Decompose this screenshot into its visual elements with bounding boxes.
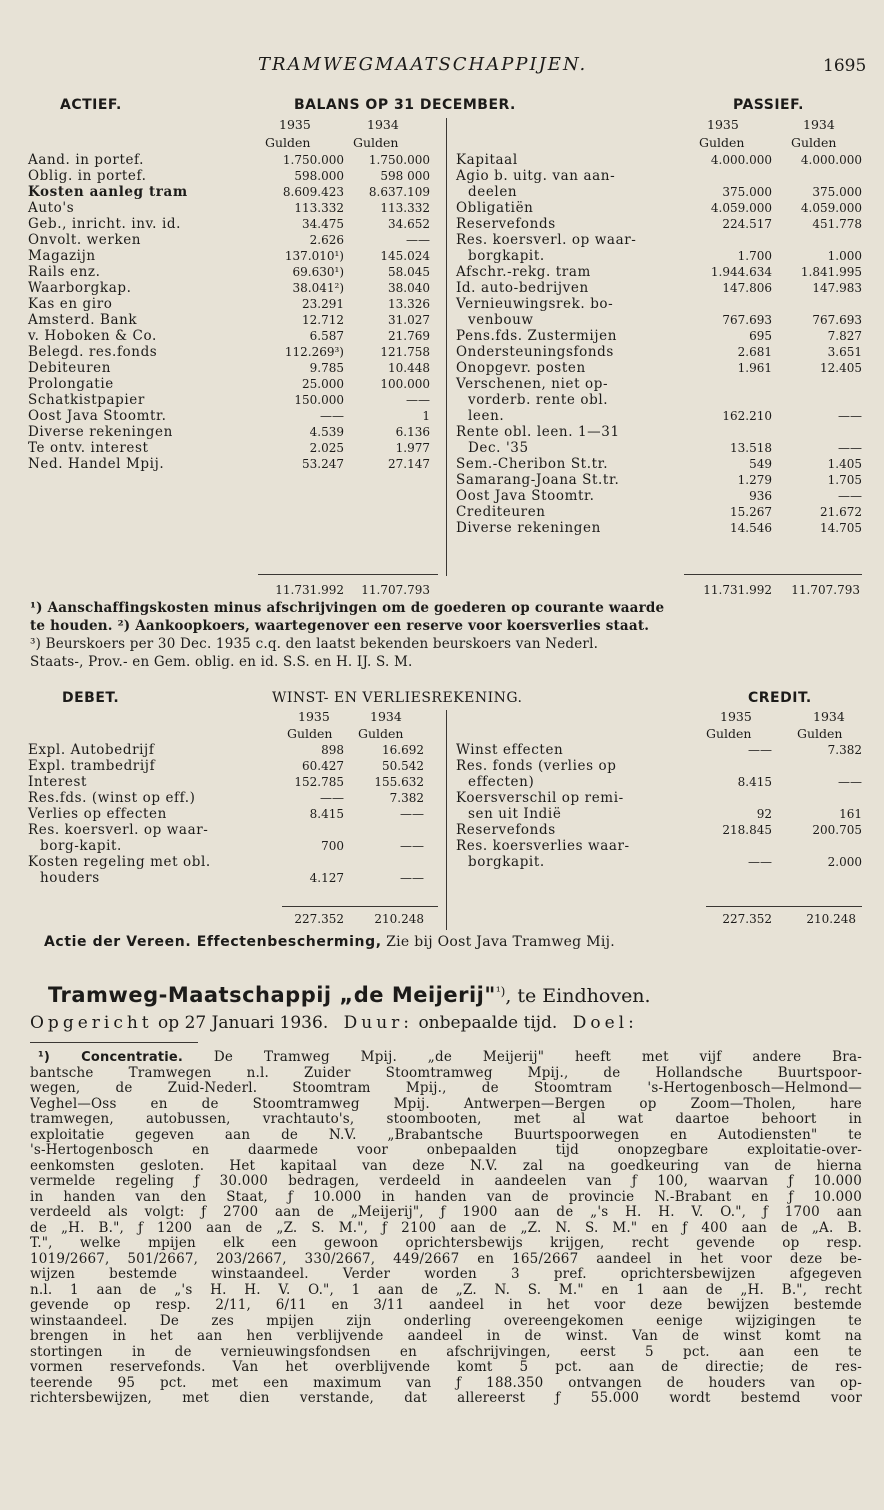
- actie-reference-line: [44, 934, 615, 950]
- winst-credit-table: [456, 742, 862, 870]
- table-row: Auto's 113.332 113.332: [28, 200, 430, 216]
- balans-total-right-1934: 11.707.793: [791, 583, 860, 597]
- footnote-line: de „H. B.", ƒ 1200 aan de „Z. S. M.", ƒ 2100 aan de „Z. N. S. M." en ƒ 400 aan de „A. B.: [30, 1220, 862, 1236]
- running-title: TRAMWEGMAATSCHAPPIJEN.: [258, 54, 588, 75]
- table-row: leen. 162.210 ——: [468, 408, 862, 424]
- winst-year-1935-right: 1935: [720, 709, 752, 724]
- table-row: Te ontv. interest 2.025 1.977: [28, 440, 430, 456]
- winst-debet-heading: DEBET.: [62, 690, 120, 706]
- balans-actief-table: [28, 152, 440, 472]
- balans-total-right-1935: 11.731.992: [703, 583, 772, 597]
- company-name: Tramweg-Maatschappij „de Meijerij": [48, 983, 496, 1007]
- table-row: sen uit Indië 92 161: [468, 806, 862, 822]
- balans-year-1935-left: 1935: [279, 117, 311, 132]
- table-row: Reservefonds 218.845 200.705: [456, 822, 862, 838]
- table-row: Verlies op effecten 8.415 ——: [28, 806, 424, 822]
- balans-note-1: ¹) Aanschaffingskosten minus afschrijvingen om de goederen op courante waarde: [30, 600, 665, 616]
- balans-title: BALANS OP 31 DECEMBER.: [294, 97, 516, 113]
- footnote-line: winstaandeel. De zes mpijen zijn onderling overeengekomen eenige wijzigingen te: [30, 1313, 862, 1329]
- winst-total-left-1934: 210.248: [374, 912, 424, 926]
- table-row: Debiteuren 9.785 10.448: [28, 360, 430, 376]
- table-row: Rente obl. leen. 1—31: [456, 424, 620, 440]
- balans-total-left-1934: 11.707.793: [361, 583, 430, 597]
- table-row: Expl. trambedrijf 60.427 50.542: [28, 758, 424, 774]
- footnote-line: eenkomsten gesloten. Het kapitaal van deze N.V. zal na goedkeuring van de hierna: [30, 1158, 862, 1174]
- table-row: vorderb. rente obl.: [468, 392, 609, 408]
- table-row: Pens.fds. Zustermijen 695 7.827: [456, 328, 862, 344]
- winst-center-divider: [446, 710, 447, 930]
- table-row: Reservefonds 224.517 451.778: [456, 216, 862, 232]
- footnote-line: stortingen in de vernieuwingsfondsen en afschrijvingen, eerst 5 pct. aan een te: [30, 1344, 862, 1360]
- balans-center-divider: [446, 118, 447, 576]
- table-row: Waarborgkap. 38.041²) 38.040: [28, 280, 430, 296]
- winst-total-rule-right: [706, 906, 862, 907]
- table-row: venbouw 767.693 767.693: [468, 312, 862, 328]
- balans-total-rule-left: [258, 574, 438, 575]
- footnote-line: verdeeld als volgt: ƒ 2700 aan de „Meijerij", ƒ 1900 aan de „'s H. H. V. O.", ƒ 1700 aan: [30, 1205, 862, 1220]
- footnote-line: in handen van den Staat, ƒ 10.000 in handen van de provincie N.-Brabant en ƒ 10.000: [30, 1189, 862, 1205]
- table-row: Interest 152.785 155.632: [28, 774, 424, 790]
- table-row: houders 4.127 ——: [40, 870, 424, 886]
- table-row: Id. auto-bedrijven 147.806 147.983: [456, 280, 862, 296]
- winst-year-1935-left: 1935: [298, 709, 330, 724]
- company-note-mark: ¹): [495, 984, 506, 999]
- table-row: Verschenen, niet op-: [456, 376, 609, 392]
- table-row: Vernieuwingsrek. bo-: [456, 296, 614, 312]
- company-heading: [48, 983, 651, 1007]
- table-row: Schatkistpapier 150.000 ——: [28, 392, 430, 408]
- opgericht-label: Opgericht: [30, 1013, 153, 1033]
- footnote-line: n.l. 1 aan de „'s H. H. V. O.", 1 aan de „Z. N. S. M." en 1 aan de „H. B.", recht: [30, 1282, 862, 1298]
- winst-unit-right-b: Gulden: [797, 726, 843, 741]
- duur-label: Duur:: [343, 1013, 414, 1033]
- table-row: Dec. '35 13.518 ——: [468, 440, 862, 456]
- winst-total-rule-left: [282, 906, 438, 907]
- balans-total-left-1935: 11.731.992: [275, 583, 344, 597]
- table-row: Belegd. res.fonds 112.269³) 121.758: [28, 344, 430, 360]
- table-row: Geb., inricht. inv. id. 34.475 34.652: [28, 216, 430, 232]
- winst-unit-right-a: Gulden: [706, 726, 752, 741]
- duur-value: onbepaalde tijd.: [418, 1013, 558, 1033]
- balans-note-3: ³) Beurskoers per 30 Dec. 1935 c.q. den laatst bekenden beurskoers van Nederl.: [30, 636, 599, 652]
- table-row: Prolongatie 25.000 100.000: [28, 376, 430, 392]
- table-row: Winst effecten —— 7.382: [456, 742, 862, 758]
- footnote-line: exploitatie gegeven aan de N.V. „Brabantsche Buurtspoorwegen en Autodiensten" te: [30, 1127, 862, 1143]
- footnote-line: vormen reservefonds. Van het overblijvende komt 5 pct. aan de directie; de res-: [30, 1360, 862, 1375]
- balans-year-1935-right: 1935: [707, 117, 739, 132]
- table-row: Kosten aanleg tram 8.609.423 8.637.109: [28, 184, 430, 200]
- footnote-line: gevende op resp. 2/11, 6/11 en 3/11 aandeel in het voor deze bewijzen bestemde: [30, 1298, 862, 1313]
- winst-total-right-1935: 227.352: [722, 912, 772, 926]
- footnote-line: brengen in het aan hen verblijvende aandeel in de winst. Van de winst komt na: [30, 1329, 862, 1344]
- winst-total-left-1935: 227.352: [294, 912, 344, 926]
- table-row: Res. koersverlies waar-: [456, 838, 630, 854]
- table-row: Amsterd. Bank 12.712 31.027: [28, 312, 430, 328]
- balans-note-2: te houden. ²) Aankoopkoers, waartegenover een reserve voor koersverlies staat.: [30, 618, 650, 634]
- table-row: Oblig. in portef. 598.000 598 000: [28, 168, 430, 184]
- footnote-line: ¹) Concentratie. De Tramweg Mpij. „de Meijerij" heeft met vijf andere Bra-: [38, 1050, 862, 1065]
- winst-year-1934-left: 1934: [370, 709, 402, 724]
- table-row: Kosten regeling met obl.: [28, 854, 211, 870]
- table-row: Samarang-Joana St.tr. 1.279 1.705: [456, 472, 862, 488]
- actie-reference-bold: Actie der Vereen. Effectenbescherming,: [44, 934, 382, 950]
- table-row: Aand. in portef. 1.750.000 1.750.000: [28, 152, 430, 168]
- table-row: Oost Java Stoomtr. —— 1: [28, 408, 430, 424]
- table-row: borgkapit. 1.700 1.000: [468, 248, 862, 264]
- winst-credit-heading: CREDIT.: [748, 690, 812, 706]
- footnote-line: tramwegen, autobussen, vrachtauto's, stoombooten, met al wat daartoe behoort in: [30, 1112, 862, 1127]
- balans-note-4: Staats-, Prov.- en Gem. oblig. en id. S.S. en H. IJ. S. M.: [30, 654, 413, 670]
- table-row: Expl. Autobedrijf 898 16.692: [28, 742, 424, 758]
- table-row: v. Hoboken & Co. 6.587 21.769: [28, 328, 430, 344]
- winst-unit-left-b: Gulden: [358, 726, 404, 741]
- footnote-line: bantsche Tramwegen n.l. Zuider Stoomtramweg Mpij., de Hollandsche Buurtspoor-: [30, 1065, 862, 1081]
- winst-debet-table: [28, 742, 440, 886]
- table-row: Res. koersverl. op waar-: [456, 232, 637, 248]
- table-row: Onvolt. werken 2.626 ——: [28, 232, 430, 248]
- balans-passief-table: [456, 152, 862, 536]
- table-row: Koersverschil op remi-: [456, 790, 624, 806]
- table-row: Ondersteuningsfonds 2.681 3.651: [456, 344, 862, 360]
- balans-unit-right-a: Gulden: [699, 135, 745, 150]
- company-facts-line: [30, 1013, 638, 1033]
- table-row: Kapitaal 4.000.000 4.000.000: [456, 152, 862, 168]
- table-row: deelen 375.000 375.000: [468, 184, 862, 200]
- footnote-line: T.", welke mpijen elk een gewoon oprichtersbewijs krijgen, recht gevende op resp.: [30, 1236, 862, 1251]
- table-row: Diverse rekeningen 14.546 14.705: [456, 520, 862, 536]
- table-row: borgkapit. —— 2.000: [468, 854, 862, 870]
- table-row: Kas en giro 23.291 13.326: [28, 296, 430, 312]
- footnote-line: teerende 95 pct. met een maximum van ƒ 188.350 ontvangen de houders van op-: [30, 1375, 862, 1391]
- balans-year-1934-left: 1934: [367, 117, 399, 132]
- balans-actief-heading: ACTIEF.: [60, 97, 122, 113]
- balans-unit-left-a: Gulden: [265, 135, 311, 150]
- table-row: Res.fds. (winst op eff.) —— 7.382: [28, 790, 424, 806]
- table-row: Crediteuren 15.267 21.672: [456, 504, 862, 520]
- balans-unit-left-b: Gulden: [353, 135, 399, 150]
- doel-label: Doel:: [572, 1013, 638, 1033]
- table-row: Sem.-Cheribon St.tr. 549 1.405: [456, 456, 862, 472]
- concentratie-footnote: [30, 1050, 862, 1407]
- balans-year-1934-right: 1934: [803, 117, 835, 132]
- table-row: Magazijn 137.010¹) 145.024: [28, 248, 430, 264]
- table-row: Afschr.-rekg. tram 1.944.634 1.841.995: [456, 264, 862, 280]
- footnote-line: vermelde regeling ƒ 30.000 bedragen, verdeeld in aandeelen van ƒ 100, waarvan ƒ 10.000: [30, 1174, 862, 1189]
- opgericht-value: op 27 Januari 1936.: [158, 1013, 329, 1033]
- footnote-separator: [30, 1042, 198, 1043]
- table-row: Res. koersverl. op waar-: [28, 822, 209, 838]
- balans-unit-right-b: Gulden: [791, 135, 837, 150]
- winst-unit-left-a: Gulden: [287, 726, 333, 741]
- table-row: effecten) 8.415 ——: [468, 774, 862, 790]
- footnote-line: 's-Hertogenbosch en daarmede voor onbepaalden tijd onopzegbare exploitatie-over-: [30, 1143, 862, 1158]
- table-row: Ned. Handel Mpij. 53.247 27.147: [28, 456, 430, 472]
- table-row: Oost Java Stoomtr. 936 ——: [456, 488, 862, 504]
- table-row: Rails enz. 69.630¹) 58.045: [28, 264, 430, 280]
- footnote-line: richtersbewijzen, met dien verstande, dat allereerst ƒ 55.000 wordt bestemd voor: [30, 1391, 862, 1406]
- table-row: Diverse rekeningen 4.539 6.136: [28, 424, 430, 440]
- footnote-line: 1019/2667, 501/2667, 203/2667, 330/2667, 449/2667 en 165/2667 aandeel in het voor deze be-: [30, 1251, 862, 1267]
- winst-total-right-1934: 210.248: [806, 912, 856, 926]
- table-row: Agio b. uitg. van aan-: [456, 168, 616, 184]
- balans-passief-heading: PASSIEF.: [733, 97, 804, 113]
- winst-title: WINST- EN VERLIESREKENING.: [272, 690, 523, 706]
- footnote-line: Veghel—Oss en de Stoomtramweg Mpij. Antwerpen—Bergen op Zoom—Tholen, hare: [30, 1096, 862, 1112]
- winst-year-1934-right: 1934: [813, 709, 845, 724]
- footnote-line: wegen, de Zuid-Nederl. Stoomtram Mpij., de Stoomtram 's-Hertogenbosch—Helmond—: [30, 1081, 862, 1096]
- table-row: Obligatiën 4.059.000 4.059.000: [456, 200, 862, 216]
- table-row: Res. fonds (verlies op: [456, 758, 617, 774]
- table-row: Onopgevr. posten 1.961 12.405: [456, 360, 862, 376]
- company-place: , te Eindhoven.: [505, 985, 651, 1007]
- page-number: 1695: [823, 56, 867, 76]
- table-row: borg-kapit. 700 ——: [40, 838, 424, 854]
- actie-reference-rest: Zie bij Oost Java Tramweg Mij.: [386, 934, 616, 950]
- footnote-line: wijzen bestemde winstaandeel. Verder worden 3 pref. oprichtersbewijzen afgegeven: [30, 1267, 862, 1282]
- balans-total-rule-right: [684, 574, 862, 575]
